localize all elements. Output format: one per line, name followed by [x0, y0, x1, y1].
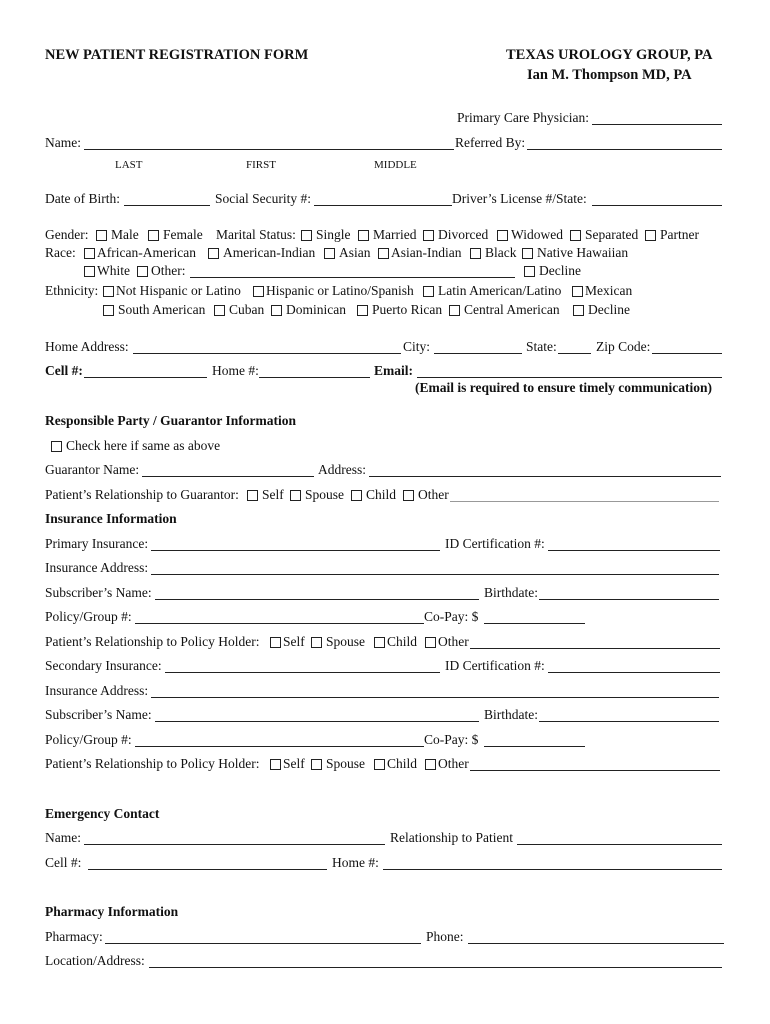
insurance-address-field[interactable]	[151, 574, 719, 575]
subscriber-label: Subscriber’s Name:	[45, 585, 152, 600]
guarantor-other-field[interactable]	[450, 501, 719, 502]
guarantor-spouse-label: Spouse	[305, 487, 345, 502]
asian-indian-checkbox[interactable]	[378, 248, 389, 259]
emergency-cell-field[interactable]	[88, 869, 327, 870]
guarantor-self-checkbox[interactable]	[247, 490, 258, 501]
policy-self-checkbox[interactable]	[270, 637, 281, 648]
single-label: Single	[316, 227, 351, 242]
secondary-insurance-field[interactable]	[165, 672, 440, 673]
guarantor-address-field[interactable]	[369, 476, 721, 477]
not-hispanic-label: Not Hispanic or Latino	[116, 283, 241, 298]
birthdate-label-2: Birthdate:	[484, 707, 538, 722]
emergency-relationship-field[interactable]	[517, 844, 722, 845]
policy-other-checkbox-2[interactable]	[425, 759, 436, 770]
american-indian-checkbox[interactable]	[208, 248, 219, 259]
policy-other-field-2[interactable]	[470, 770, 720, 771]
pharmacy-field[interactable]	[105, 943, 421, 944]
secondary-insurance-label: Secondary Insurance:	[45, 658, 162, 673]
email-note: (Email is required to ensure timely communication)	[415, 380, 712, 395]
pharmacy-location-label: Location/Address:	[45, 953, 145, 968]
policy-child-checkbox[interactable]	[374, 637, 385, 648]
native-hawaiian-label: Native Hawaiian	[537, 245, 629, 260]
name-label: Name:	[45, 135, 81, 150]
other-race-label: Other:	[151, 263, 186, 278]
email-field[interactable]	[417, 377, 722, 378]
guarantor-self-label: Self	[262, 487, 284, 502]
pharmacy-phone-field[interactable]	[468, 943, 724, 944]
home-phone-label: Home #:	[212, 363, 259, 378]
zip-field[interactable]	[652, 353, 722, 354]
same-as-above-label: Check here if same as above	[66, 438, 221, 453]
policy-spouse-label: Spouse	[326, 634, 366, 649]
id-cert-field-2[interactable]	[548, 672, 720, 673]
subscriber-field-2[interactable]	[155, 721, 479, 722]
guarantor-child-checkbox[interactable]	[351, 490, 362, 501]
policy-label: Policy/Group #:	[45, 609, 132, 624]
insurance-address-field-2[interactable]	[151, 697, 719, 698]
copay-label-2: Co-Pay: $	[424, 732, 479, 747]
policy-self-label-2: Self	[283, 756, 305, 771]
puerto-rican-label: Puerto Rican	[372, 302, 443, 317]
widowed-label: Widowed	[511, 227, 563, 242]
policy-other-label-2: Other	[438, 756, 469, 771]
central-american-checkbox[interactable]	[449, 305, 460, 316]
referred-label: Referred By:	[455, 135, 526, 150]
policy-spouse-checkbox[interactable]	[311, 637, 322, 648]
married-checkbox[interactable]	[358, 230, 369, 241]
emergency-cell-label: Cell #:	[45, 855, 82, 870]
insurance-address-label-2: Insurance Address:	[45, 683, 149, 698]
policy-self-label: Self	[283, 634, 305, 649]
dob-label: Date of Birth:	[45, 191, 120, 206]
single-checkbox[interactable]	[301, 230, 312, 241]
male-checkbox[interactable]	[96, 230, 107, 241]
name-field[interactable]	[84, 149, 454, 150]
cuban-checkbox[interactable]	[214, 305, 225, 316]
doctor-name: Ian M. Thompson MD, PA	[527, 67, 692, 83]
decline-ethnicity-label: Decline	[588, 302, 630, 317]
emergency-name-field[interactable]	[84, 844, 385, 845]
form-title: NEW PATIENT REGISTRATION FORM	[45, 47, 309, 63]
guarantor-relationship-label: Patient’s Relationship to Guarantor:	[45, 487, 239, 502]
separated-label: Separated	[585, 227, 639, 242]
emergency-relationship-label: Relationship to Patient	[390, 830, 513, 845]
primary-insurance-field[interactable]	[151, 550, 440, 551]
state-field[interactable]	[558, 353, 591, 354]
african-american-checkbox[interactable]	[84, 248, 95, 259]
south-american-checkbox[interactable]	[103, 305, 114, 316]
subscriber-field[interactable]	[155, 599, 479, 600]
latin-american-checkbox[interactable]	[423, 286, 434, 297]
first-caption: FIRST	[246, 159, 276, 171]
black-checkbox[interactable]	[470, 248, 481, 259]
emergency-home-label: Home #:	[332, 855, 379, 870]
married-label: Married	[373, 227, 417, 242]
copay-label: Co-Pay: $	[424, 609, 479, 624]
last-caption: LAST	[115, 159, 143, 171]
zip-label: Zip Code:	[596, 339, 651, 354]
hispanic-spanish-checkbox[interactable]	[253, 286, 264, 297]
id-cert-field[interactable]	[548, 550, 720, 551]
mexican-checkbox[interactable]	[572, 286, 583, 297]
ssn-label: Social Security #:	[215, 191, 311, 206]
guarantor-address-label: Address:	[318, 462, 366, 477]
decline-ethnicity-checkbox[interactable]	[573, 305, 584, 316]
asian-indian-label: Asian-Indian	[391, 245, 462, 260]
other-race-field[interactable]	[190, 277, 515, 278]
copay-field[interactable]	[484, 623, 585, 624]
ethnicity-label: Ethnicity:	[45, 283, 99, 298]
birthdate-field-2[interactable]	[539, 721, 719, 722]
other-race-checkbox[interactable]	[137, 266, 148, 277]
dominican-checkbox[interactable]	[271, 305, 282, 316]
policy-other-field[interactable]	[470, 648, 720, 649]
city-field[interactable]	[434, 353, 522, 354]
license-field[interactable]	[592, 205, 722, 206]
policy-field[interactable]	[135, 623, 424, 624]
policy-other-label: Other	[438, 634, 469, 649]
native-hawaiian-checkbox[interactable]	[522, 248, 533, 259]
state-label: State:	[526, 339, 557, 354]
guarantor-other-checkbox[interactable]	[403, 490, 414, 501]
guarantor-name-label: Guarantor Name:	[45, 462, 140, 477]
policy-child-checkbox-2[interactable]	[374, 759, 385, 770]
pcp-field[interactable]	[592, 124, 722, 125]
central-american-label: Central American	[464, 302, 560, 317]
decline-race-checkbox[interactable]	[524, 266, 535, 277]
pharmacy-heading: Pharmacy Information	[45, 904, 179, 919]
female-checkbox[interactable]	[148, 230, 159, 241]
policy-spouse-label-2: Spouse	[326, 756, 366, 771]
middle-caption: MIDDLE	[374, 159, 417, 171]
asian-label: Asian	[339, 245, 371, 260]
marital-label: Marital Status:	[216, 227, 296, 242]
cell-label: Cell #:	[45, 363, 83, 378]
policy-other-checkbox[interactable]	[425, 637, 436, 648]
referred-field[interactable]	[527, 149, 722, 150]
guarantor-spouse-checkbox[interactable]	[290, 490, 301, 501]
city-label: City:	[403, 339, 431, 354]
license-label: Driver’s License #/State:	[452, 191, 587, 206]
emergency-home-field[interactable]	[383, 869, 722, 870]
home-address-field[interactable]	[133, 353, 401, 354]
home-address-label: Home Address:	[45, 339, 129, 354]
copay-field-2[interactable]	[484, 746, 585, 747]
latin-american-label: Latin American/Latino	[438, 283, 562, 298]
guarantor-name-field[interactable]	[142, 476, 314, 477]
subscriber-label-2: Subscriber’s Name:	[45, 707, 152, 722]
decline-race-label: Decline	[539, 263, 581, 278]
guarantor-other-label: Other	[418, 487, 449, 502]
mexican-label: Mexican	[585, 283, 633, 298]
pharmacy-label: Pharmacy:	[45, 929, 103, 944]
female-label: Female	[163, 227, 203, 242]
partner-label: Partner	[660, 227, 699, 242]
cell-field[interactable]	[84, 377, 207, 378]
guarantor-child-label: Child	[366, 487, 397, 502]
partner-checkbox[interactable]	[645, 230, 656, 241]
policy-child-label: Child	[387, 634, 418, 649]
puerto-rican-checkbox[interactable]	[357, 305, 368, 316]
gender-label: Gender:	[45, 227, 89, 242]
policy-spouse-checkbox-2[interactable]	[311, 759, 322, 770]
emergency-name-label: Name:	[45, 830, 81, 845]
pcp-label: Primary Care Physician:	[457, 110, 589, 125]
birthdate-label: Birthdate:	[484, 585, 538, 600]
south-american-label: South American	[118, 302, 206, 317]
white-checkbox[interactable]	[84, 266, 95, 277]
ssn-field[interactable]	[314, 205, 452, 206]
male-label: Male	[111, 227, 139, 242]
policy-self-checkbox-2[interactable]	[270, 759, 281, 770]
policy-label-2: Policy/Group #:	[45, 732, 132, 747]
widowed-checkbox[interactable]	[497, 230, 508, 241]
race-label: Race:	[45, 245, 76, 260]
group-name: TEXAS UROLOGY GROUP, PA	[506, 47, 713, 63]
not-hispanic-checkbox[interactable]	[103, 286, 114, 297]
african-american-label: African-American	[97, 245, 196, 260]
divorced-label: Divorced	[438, 227, 489, 242]
guarantor-heading: Responsible Party / Guarantor Information	[45, 413, 297, 428]
same-as-above-checkbox[interactable]	[51, 441, 62, 452]
dob-field[interactable]	[124, 205, 210, 206]
asian-checkbox[interactable]	[324, 248, 335, 259]
pharmacy-location-field[interactable]	[149, 967, 722, 968]
separated-checkbox[interactable]	[570, 230, 581, 241]
cuban-label: Cuban	[229, 302, 265, 317]
emergency-heading: Emergency Contact	[45, 806, 160, 821]
white-label: White	[97, 263, 130, 278]
insurance-address-label: Insurance Address:	[45, 560, 149, 575]
pharmacy-phone-label: Phone:	[426, 929, 464, 944]
policy-relationship-label-2: Patient’s Relationship to Policy Holder:	[45, 756, 260, 771]
primary-insurance-label: Primary Insurance:	[45, 536, 149, 551]
divorced-checkbox[interactable]	[423, 230, 434, 241]
dominican-label: Dominican	[286, 302, 346, 317]
email-label: Email:	[374, 363, 413, 378]
id-cert-label: ID Certification #:	[445, 536, 545, 551]
american-indian-label: American-Indian	[223, 245, 316, 260]
policy-relationship-label: Patient’s Relationship to Policy Holder:	[45, 634, 260, 649]
policy-child-label-2: Child	[387, 756, 418, 771]
birthdate-field[interactable]	[539, 599, 719, 600]
policy-field-2[interactable]	[135, 746, 424, 747]
insurance-heading: Insurance Information	[45, 511, 177, 526]
home-phone-field[interactable]	[259, 377, 370, 378]
black-label: Black	[485, 245, 517, 260]
id-cert-label-2: ID Certification #:	[445, 658, 545, 673]
hispanic-spanish-label: Hispanic or Latino/Spanish	[266, 283, 414, 298]
